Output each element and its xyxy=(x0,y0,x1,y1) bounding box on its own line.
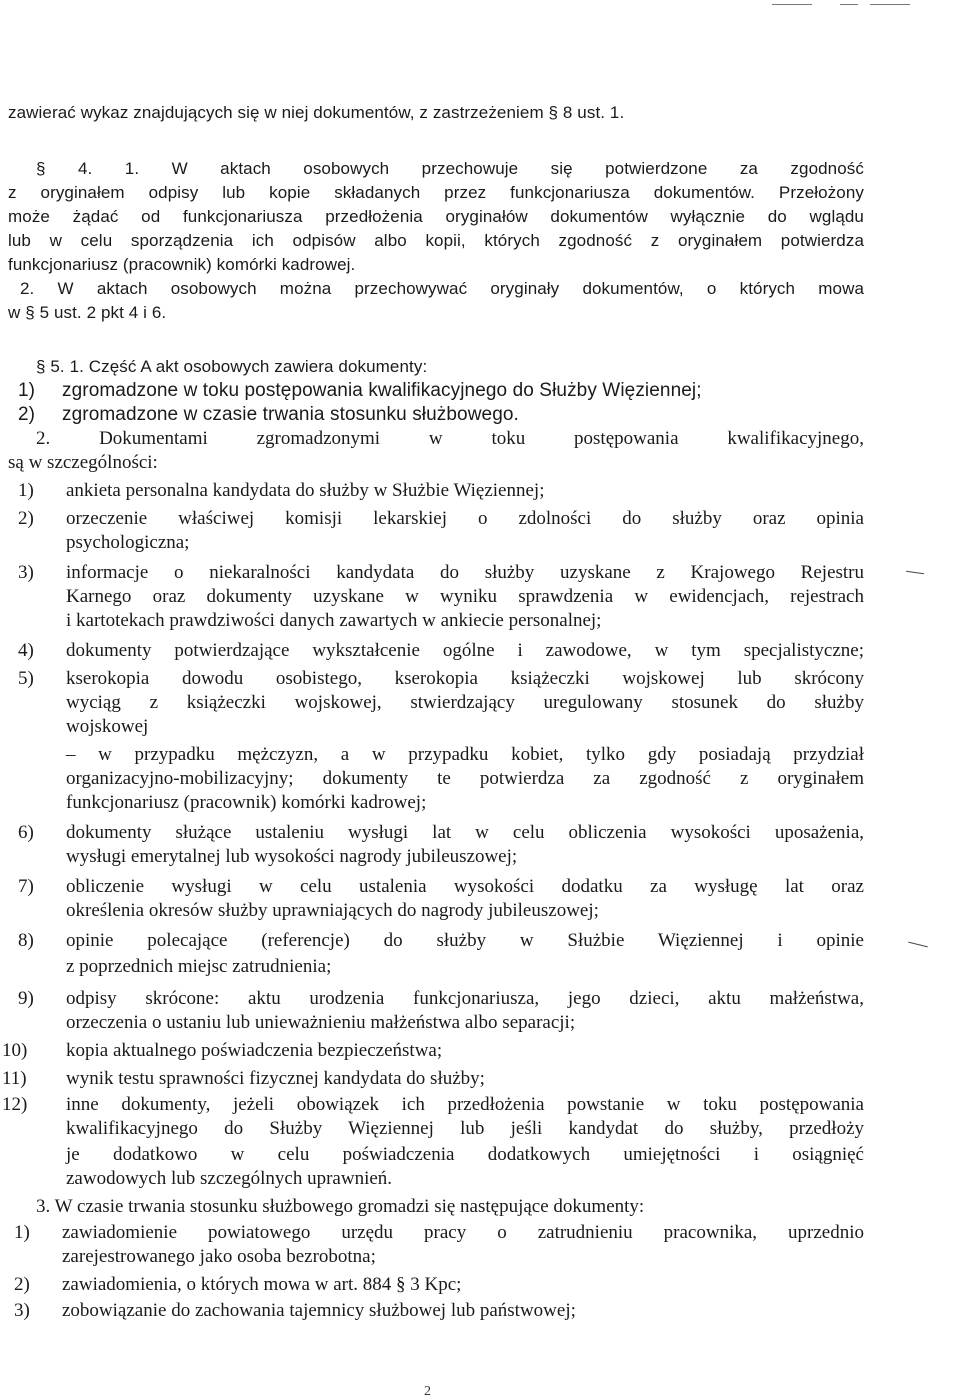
list-item-text: kopia aktualnego poświadczenia bezpieczeństwa; xyxy=(66,1040,443,1061)
list-item-text: zarejestrowanego jako osoba bezrobotna; xyxy=(62,1246,376,1267)
list-item-number: 11) xyxy=(2,1068,27,1089)
list-item-number: 3) xyxy=(18,562,34,583)
section4-line: może żądać od funkcjonariusza przedłożenia oryginałów dokumentów wyłącznie do wglądu xyxy=(8,207,864,226)
list-item-text: i kartotekach prawdziwości danych zawartych w ankiecie personalnej; xyxy=(66,610,602,631)
list-item-text: Karnego oraz dokumenty uzyskane w wyniku sprawdzenia w ewidencjach, rejestrach xyxy=(66,586,864,607)
list-item-number: 1) xyxy=(18,480,34,501)
list-item-text: kwalifikacyjnego do Służby Więziennej lub jeśli kandydat do służby, przedłoży xyxy=(66,1118,864,1139)
scan-artifact-line xyxy=(772,4,812,5)
list-item-text: zawiadomienia, o których mowa w art. 884 § 3 Kpc; xyxy=(62,1274,462,1295)
list-item-text: odpisy skrócone: aktu urodzenia funkcjonariusza, jego dzieci, aktu małżeństwa, xyxy=(66,988,864,1009)
list-item-number: 2) xyxy=(18,404,36,425)
list-item-number: 1) xyxy=(14,1222,30,1243)
list-item-number: 1) xyxy=(18,380,36,401)
list-item-text: orzeczenia o ustaniu lub unieważnieniu małżeństwa albo separacji; xyxy=(66,1012,576,1033)
list-item-number: 5) xyxy=(18,668,34,689)
section4-line: funkcjonariusz (pracownik) komórki kadrowej. xyxy=(8,255,356,274)
list-item-text: z poprzednich miejsc zatrudnienia; xyxy=(66,956,332,977)
intro-line: zawierać wykaz znajdujących się w niej dokumentów, z zastrzeżeniem § 8 ust. 1. xyxy=(8,103,625,122)
section4-line: 2. W aktach osobowych można przechowywać oryginały dokumentów, o których mowa xyxy=(20,279,864,298)
list-item-text: orzeczenie właściwej komisji lekarskiej o zdolności do służby oraz opinia xyxy=(66,508,864,529)
list-item-text: funkcjonariusz (pracownik) komórki kadrowej; xyxy=(66,792,427,813)
list-item-number: 6) xyxy=(18,822,34,843)
section5-ust2-line: są w szczególności: xyxy=(8,452,158,473)
list-item-text: dokumenty potwierdzające wykształcenie ogólne i zawodowe, w tym specjalistyczne; xyxy=(66,640,864,661)
list-item-number: 4) xyxy=(18,640,34,661)
section4-line: w § 5 ust. 2 pkt 4 i 6. xyxy=(8,303,167,322)
list-item-text: informacje o niekaralności kandydata do służby uzyskane z Krajowego Rejestru xyxy=(66,562,864,583)
list-item-number: 7) xyxy=(18,876,34,897)
list-item-text: obliczenie wysługi w celu ustalenia wysokości dodatku za wysługę lat oraz xyxy=(66,876,864,897)
list-item-number: 2) xyxy=(18,508,34,529)
list-item-number: 8) xyxy=(18,930,34,951)
list-item-text: je dodatkowo w celu poświadczenia dodatkowych umiejętności i osiągnięć xyxy=(66,1144,864,1165)
section4-line: § 4. 1. W aktach osobowych przechowuje się potwierdzone za zgodność xyxy=(36,159,864,178)
list-item-text: wyciąg z książeczki wojskowej, stwierdzający uregulowany stosunek do służby xyxy=(66,692,864,713)
section4-line: lub w celu sporządzenia ich odpisów albo kopii, których zgodność z oryginałem potwierdza xyxy=(8,231,864,250)
list-item-text: zobowiązanie do zachowania tajemnicy służbowej lub państwowej; xyxy=(62,1300,576,1321)
list-item-text: wynik testu sprawności fizycznej kandydata do służby; xyxy=(66,1068,485,1089)
list-item-text: psychologiczna; xyxy=(66,532,190,553)
list-item-text: wojskowej xyxy=(66,716,149,737)
list-item-text: zgromadzone w toku postępowania kwalifikacyjnego do Służby Więziennej; xyxy=(62,380,702,401)
section4-line: z oryginałem odpisy lub kopie składanych przez funkcjonariusza dokumentów. Przełożony xyxy=(8,183,864,202)
list-item-number: 3) xyxy=(14,1300,30,1321)
list-item-text: dokumenty służące ustaleniu wysługi lat w celu obliczenia wysokości uposażenia, xyxy=(66,822,864,843)
list-item-number: 12) xyxy=(2,1094,28,1115)
list-item-text: ankieta personalna kandydata do służby w Służbie Więziennej; xyxy=(66,480,545,501)
list-item-number: 10) xyxy=(2,1040,28,1061)
section5-heading: § 5. 1. Część A akt osobowych zawiera dokumenty: xyxy=(36,357,428,376)
list-item-text: wysługi emerytalnej lub wysokości nagrody jubileuszowej; xyxy=(66,846,518,867)
list-item-text: zgromadzone w czasie trwania stosunku służbowego. xyxy=(62,404,519,425)
list-item-text: inne dokumenty, jeżeli obowiązek ich przedłożenia powstanie w toku postępowania xyxy=(66,1094,864,1115)
scan-artifact-line xyxy=(870,4,910,5)
list-item-text: zawodowych lub szczególnych uprawnień. xyxy=(66,1168,393,1189)
scan-artifact-line xyxy=(840,4,858,5)
list-item-number: 2) xyxy=(14,1274,30,1295)
margin-mark xyxy=(908,942,928,948)
margin-mark xyxy=(906,571,924,574)
section5-ust3-line: 3. W czasie trwania stosunku służbowego gromadzi się następujące dokumenty: xyxy=(36,1196,645,1217)
page-number: 2 xyxy=(424,1384,431,1399)
list-item-text: organizacyjno-mobilizacyjny; dokumenty te potwierdza za zgodność z oryginałem xyxy=(66,768,864,789)
section5-ust2-line: 2. Dokumentami zgromadzonymi w toku postępowania kwalifikacyjnego, xyxy=(36,428,864,449)
list-item-text: opinie polecające (referencje) do służby w Służbie Więziennej i opinie xyxy=(66,930,864,951)
list-item-text: kserokopia dowodu osobistego, kserokopia książeczki wojskowej lub skrócony xyxy=(66,668,864,689)
list-item-text: – w przypadku mężczyzn, a w przypadku kobiet, tylko gdy posiadają przydział xyxy=(66,744,864,765)
list-item-text: określenia okresów służby uprawniających do nagrody jubileuszowej; xyxy=(66,900,599,921)
list-item-number: 9) xyxy=(18,988,34,1009)
list-item-text: zawiadomienie powiatowego urzędu pracy o zatrudnieniu pracownika, uprzednio xyxy=(62,1222,864,1243)
